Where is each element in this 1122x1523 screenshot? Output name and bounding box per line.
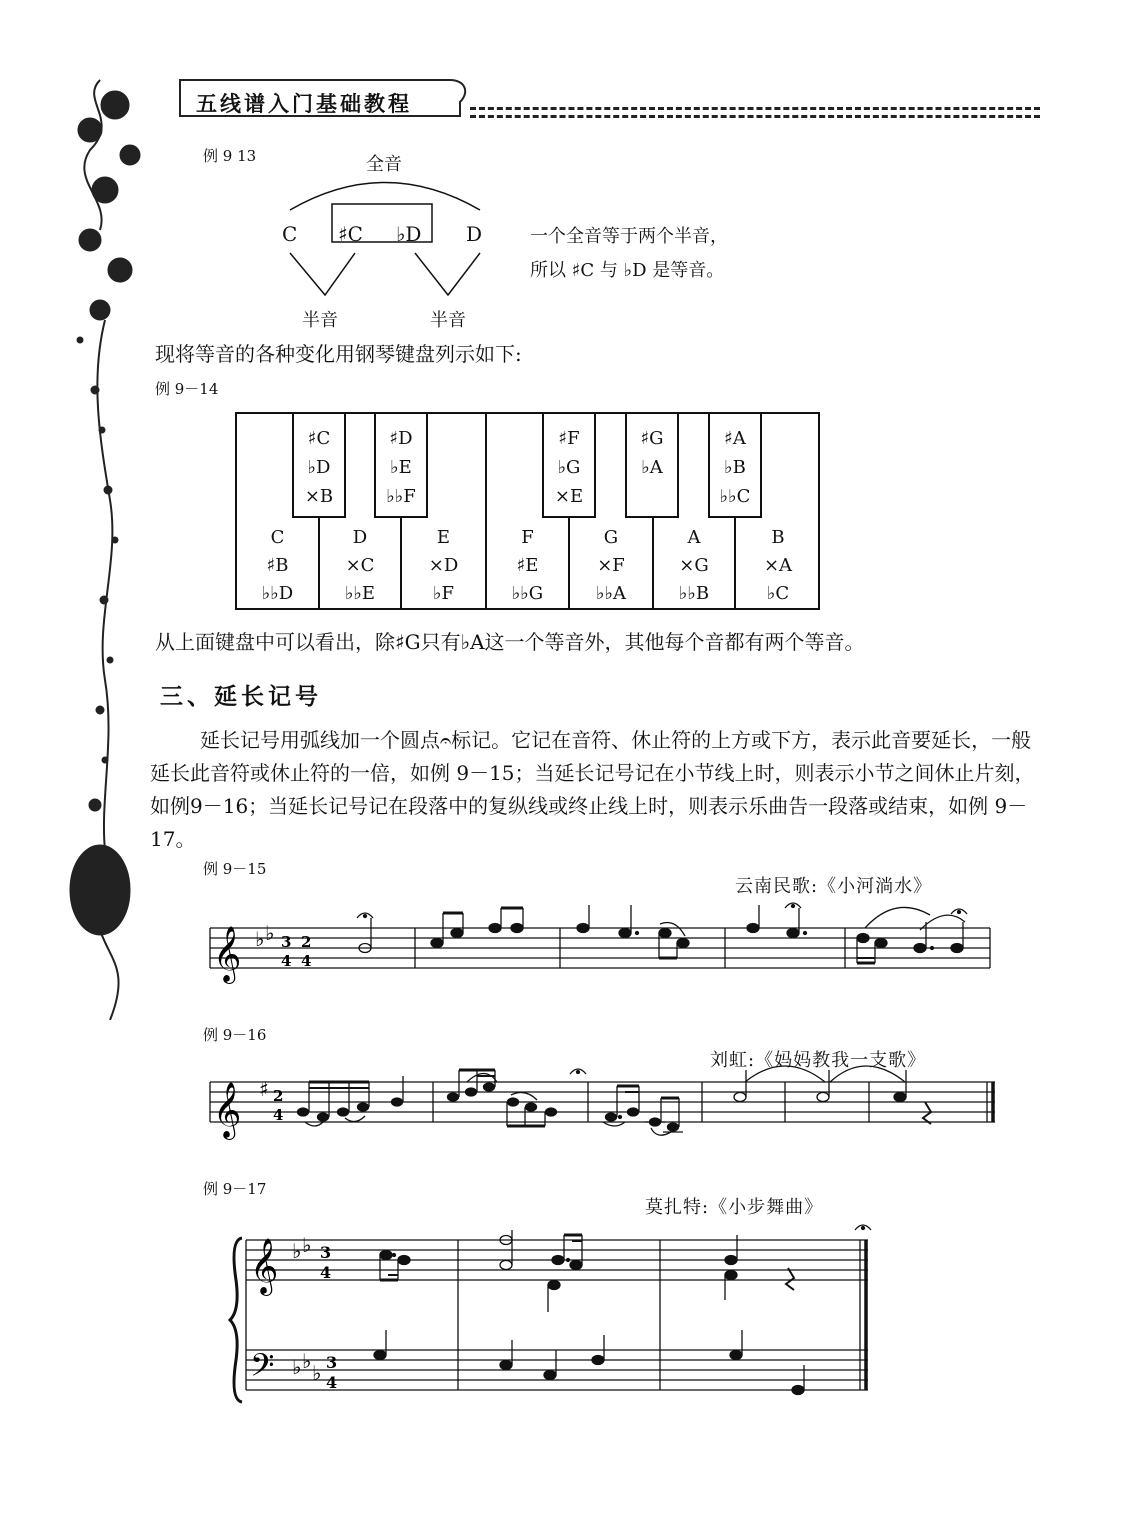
- svg-text:♯: ♯: [259, 1077, 269, 1101]
- white-key-d: D ×C ♭♭E: [344, 527, 376, 604]
- svg-text:♭: ♭: [255, 927, 265, 951]
- bass-clef-icon: 𝄢: [250, 1347, 275, 1391]
- svg-text:3: 3: [320, 1243, 332, 1262]
- fermata-paragraph: 延长记号用弧线加一个圆点𝄐标记。它记在音符、休止符的上方或下方，表示此音要延长，一般延长此音符或休止符的一倍，如例 9－15；当延长记号记在小节线上时，则表示小节之间休止片刻，如例9－16；当延长记号记在段落中的复纵线或终止线上时，则表示乐曲告一段落或结束，如例 9－17。: [150, 728, 1035, 851]
- keyboard-conclusion: 从上面键盘中可以看出，除♯G只有♭A这一个等音外，其他每个音都有两个等音。: [155, 630, 865, 654]
- example-9-17-source: 莫扎特:《小步舞曲》: [645, 1197, 824, 1218]
- example-9-15-source: 云南民歌:《小河淌水》: [735, 876, 933, 897]
- treble-clef-icon: 𝄞: [250, 1238, 279, 1294]
- svg-text:♭: ♭: [265, 921, 275, 945]
- svg-text:♭: ♭: [312, 1361, 322, 1385]
- svg-text:2: 2: [273, 1087, 284, 1105]
- svg-text:3: 3: [281, 933, 292, 951]
- example-9-17-label: 例 9－17: [203, 1180, 267, 1198]
- svg-text:4: 4: [281, 952, 292, 970]
- svg-text:4: 4: [320, 1263, 332, 1282]
- svg-text:3: 3: [326, 1353, 338, 1372]
- black-key-a-sharp: ♯A ♭B ♭♭C: [708, 414, 762, 518]
- black-key-d-sharp: ♯D ♭E ♭♭F: [374, 414, 428, 518]
- treble-clef-icon: 𝄞: [213, 926, 242, 982]
- svg-text:2: 2: [301, 933, 312, 951]
- semitone-right-label: 半音: [430, 310, 466, 331]
- white-key-g: G ×F ♭♭A: [596, 527, 626, 604]
- piano-keyboard: [235, 412, 820, 610]
- svg-text:4: 4: [326, 1373, 338, 1392]
- header-rule: [470, 107, 1040, 110]
- white-key-e: E ×D ♭F: [428, 527, 459, 604]
- svg-text:♭: ♭: [292, 1239, 302, 1263]
- note-c: C: [282, 222, 298, 246]
- svg-text:4: 4: [301, 952, 312, 970]
- keyboard-intro: 现将等音的各种变化用钢琴键盘列示如下:: [155, 342, 522, 366]
- example-9-16-source: 刘虹:《妈妈教我一支歌》: [710, 1050, 927, 1071]
- white-key-a: A ×G ♭♭B: [678, 527, 710, 604]
- svg-text:♭: ♭: [292, 1355, 302, 1379]
- note-c-sharp: ♯C: [338, 222, 363, 246]
- black-key-c-sharp: ♯C ♭D ×B: [292, 414, 346, 518]
- example-9-16-label: 例 9－16: [203, 1026, 267, 1044]
- example-9-13-label: 例 9 13: [203, 147, 257, 165]
- svg-text:♭: ♭: [302, 1349, 312, 1373]
- example-9-15-label: 例 9－15: [203, 860, 267, 878]
- semitone-left-label: 半音: [302, 310, 338, 331]
- score-example-9-16: [205, 1060, 1005, 1160]
- score-example-9-17: [228, 1220, 888, 1420]
- white-key-f: F ♯E ♭♭G: [511, 527, 544, 604]
- black-key-g-sharp: ♯G ♭A: [625, 414, 679, 518]
- white-key-c: C ♯B ♭♭D: [261, 527, 294, 604]
- example-9-14-label: 例 9－14: [155, 380, 219, 398]
- note-d-flat: ♭D: [396, 222, 422, 246]
- header-scroll-banner: [150, 72, 480, 122]
- whole-tone-label: 全音: [366, 154, 402, 175]
- black-key-f-sharp: ♯F ♭G ×E: [542, 414, 596, 518]
- floral-border-decoration: [60, 60, 180, 1020]
- enharmonic-explain-1: 一个全音等于两个半音，: [530, 226, 728, 247]
- score-example-9-15: [205, 900, 1005, 1000]
- white-key-b: B ×A ♭C: [763, 527, 793, 604]
- treble-clef-icon: 𝄞: [213, 1082, 242, 1138]
- section-heading-fermata: 三、延长记号: [160, 683, 322, 710]
- svg-text:4: 4: [273, 1106, 284, 1124]
- note-d: D: [466, 222, 483, 246]
- header-rule-2: [470, 115, 1040, 118]
- svg-text:♭: ♭: [302, 1233, 312, 1257]
- page-header-title: 五线谱入门基础教程: [196, 91, 412, 116]
- enharmonic-explain-2: 所以 ♯C 与 ♭D 是等音。: [530, 260, 725, 281]
